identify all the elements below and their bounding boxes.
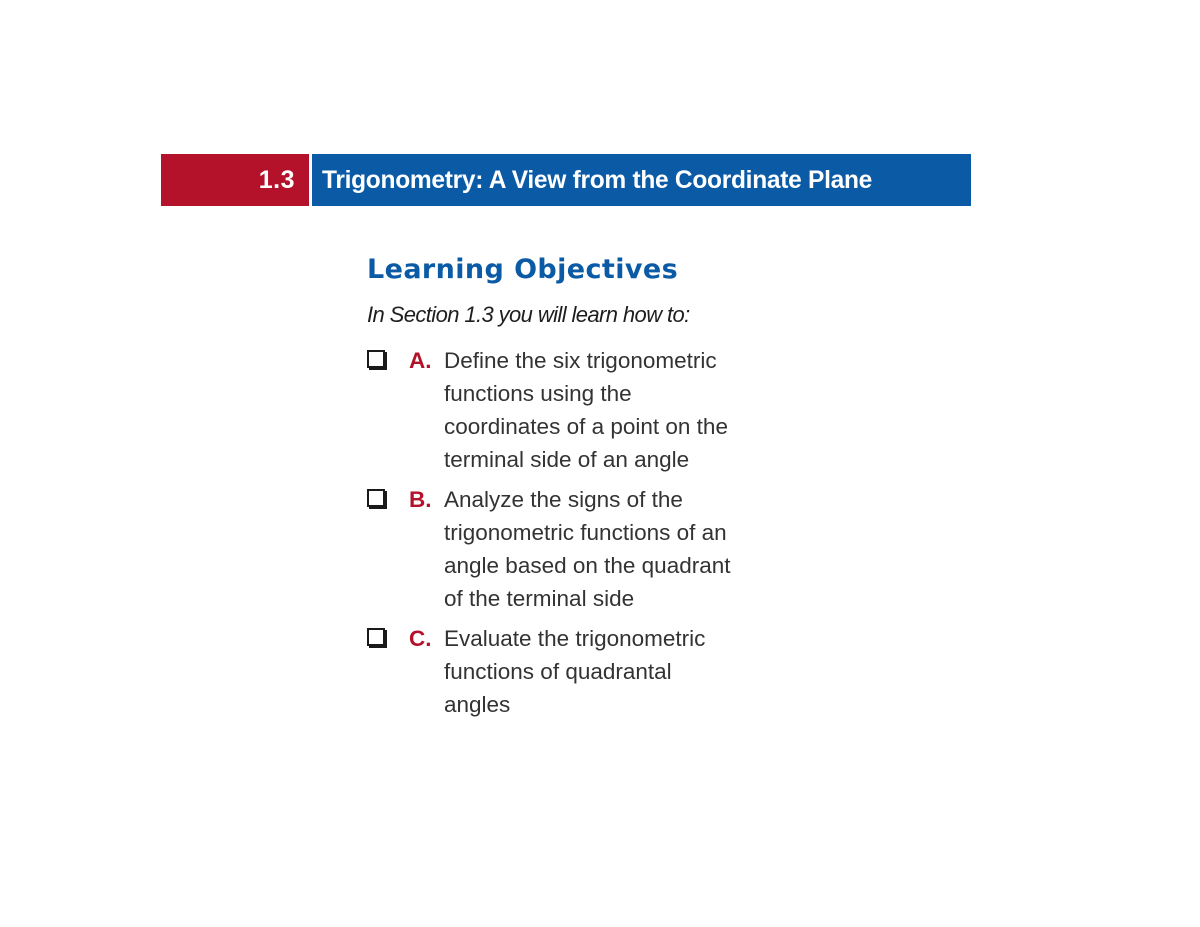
objective-letter: C. [409,626,432,651]
objectives-intro: In Section 1.3 you will learn how to: [367,302,690,327]
learning-objectives [367,252,787,728]
objective-item-a [367,344,787,476]
objective-item-c [367,622,787,721]
objective-list [367,344,787,721]
objective-letter: B. [409,487,432,512]
checkbox-icon[interactable] [367,489,385,507]
checkbox-icon[interactable] [367,628,385,646]
objective-letter: A. [409,348,432,373]
section-banner [161,154,971,206]
objectives-heading: Learning Objectives [367,254,679,285]
checkbox-icon[interactable] [367,350,385,368]
objective-item-b [367,483,787,615]
objective-text: Analyze the signs of the trigonometric functions of an angle based on the quadrant of the terminal side [444,487,731,611]
objective-text: Define the six trigonometric functions using the coordinates of a point on the terminal side of an angle [444,348,728,472]
objective-text: Evaluate the trigonometric functions of quadrantal angles [444,626,706,717]
section-number: 1.3 [161,154,309,206]
section-title [312,154,971,206]
section-title-text: Trigonometry: A View from the Coordinate Plane [322,165,872,194]
